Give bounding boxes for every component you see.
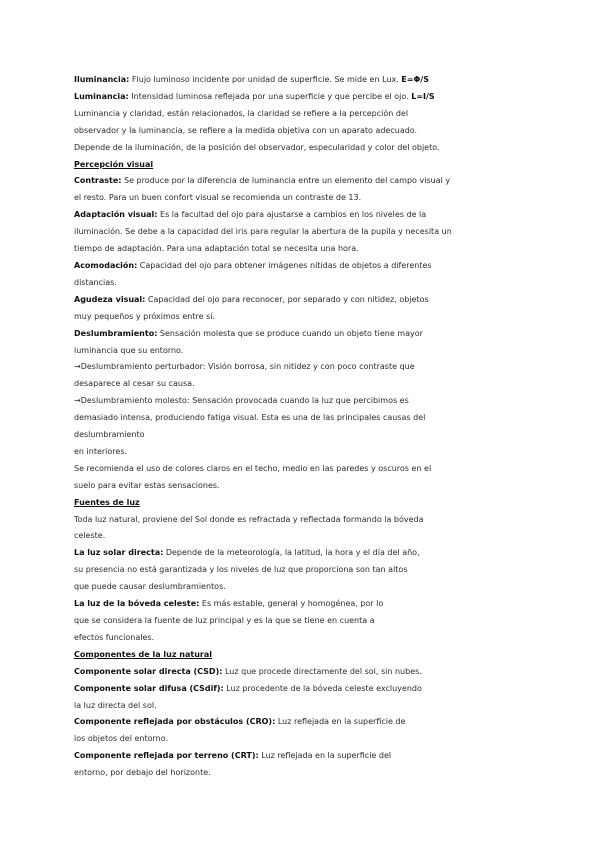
text-line [74,123,534,140]
line-text: tiempo de adaptación. Para una adaptación total se necesita una hora. [74,244,359,254]
line-text: Depende de la meteorología, la latitud, la hora y el día del año, [163,548,420,558]
text-line [74,241,534,258]
text-line [74,528,534,545]
line-text: observador y la luminancia, se refiere a la medida objetiva con un aparato adecuado. [74,125,418,135]
text-line [74,613,534,630]
term-label: L=I/S [411,91,435,101]
term-label: Componente solar difusa (CSdif): [74,683,224,693]
text-line [74,596,534,613]
text-line [74,681,534,698]
term-label: Deslumbramiento: [74,328,158,338]
term-label: Acomodación: [74,260,138,270]
line-text: que puede causar deslumbramientos. [74,582,226,592]
text-line [74,309,534,326]
text-line [74,444,534,461]
term-label: La luz solar directa: [74,548,164,558]
text-line [74,664,534,681]
line-text: el resto. Para un buen confort visual se recomienda un contraste de 13. [74,193,362,203]
text-line [74,140,534,157]
line-text: →Deslumbramiento perturbador: Visión borrosa, sin nitidez y con poco contraste que [74,362,415,372]
section-heading [74,647,534,664]
text-line [74,258,534,275]
term-label: Iluminancia: [74,75,130,84]
line-text: iluminación. Se debe a la capacidad del iris para regular la abertura de la pupila y necesita un [74,227,452,237]
text-line [74,748,534,765]
text-line [74,376,534,393]
term-label: E=Φ/S [401,75,429,84]
heading-text: Fuentes de luz [74,497,140,507]
text-line [74,393,534,410]
text-line [74,427,534,444]
line-text: Capacidad del ojo para reconocer, por separado y con nitidez, objetos [145,294,429,304]
text-line [74,562,534,579]
term-label: Componente reflejada por terreno (CRT): [74,751,259,761]
term-label: Componente reflejada por obstáculos (CRO): [74,717,276,727]
line-text: Luz reflejada en la superficie del [258,751,392,761]
text-line [74,275,534,292]
heading-text: Componentes de la luz natural [74,649,212,659]
line-text: Capacidad del ojo para obtener imágenes nítidas de objetos a diferentes [137,260,432,270]
line-text: Se produce por la diferencia de luminancia entre un elemento del campo visual y [121,176,451,186]
line-text: suelo para evitar estas sensaciones. [74,480,220,490]
text-line [74,106,534,123]
text-line [74,207,534,224]
line-text: celeste. [74,531,106,541]
text-line [74,698,534,715]
line-text: entorno, por debajo del horizonte. [74,768,211,778]
line-text: Luminancia y claridad, están relacionados, la claridad se refiere a la percepción del [74,108,409,118]
term-label: Adaptación visual: [74,210,158,220]
line-text: Luz que procede directamente del sol, sin nubes. [222,666,422,676]
heading-text: Percepción visual [74,159,154,169]
line-text: que se considera la fuente de luz principal y es la que se tiene en cuenta a [74,616,375,625]
line-text: Luz procedente de la bóveda celeste excluyendo [223,683,422,693]
text-line [74,72,534,89]
line-text: demasiado intensa, produciendo fatiga visual. Esta es una de las principales causas del [74,413,426,423]
line-text: desaparece al cesar su causa. [74,379,195,389]
term-label: Componente solar directa (CSD): [74,666,223,676]
line-text: deslumbramiento [74,430,145,440]
text-line [74,579,534,596]
line-text: Luz reflejada en la superficie de [275,717,406,727]
text-line [74,410,534,427]
line-text: Es más estable, general y homogénea, por lo [199,599,384,609]
text-line [74,714,534,731]
section-heading [74,157,534,174]
line-text: su presencia no está garantizada y los niveles de luz que proporciona son tan altos [74,565,408,575]
text-line [74,292,534,309]
text-line [74,461,534,478]
line-text: muy pequeños y próximos entre sí. [74,311,215,321]
text-line [74,343,534,360]
term-label: Contraste: [74,176,122,186]
text-line [74,173,534,190]
text-line [74,359,534,376]
text-line [74,89,534,106]
line-text: Toda luz natural, proviene del Sol donde es refractada y reflectada formando la bóveda [74,514,424,524]
line-text: los objetos del entorno. [74,734,168,744]
text-line [74,478,534,495]
term-label: Luminancia: [74,91,129,101]
line-text: Sensación molesta que se produce cuando un objeto tiene mayor [157,328,423,338]
line-text: distancias. [74,277,117,287]
text-line [74,545,534,562]
section-heading [74,495,534,512]
text-line [74,731,534,748]
term-label: Agudeza visual: [74,294,146,304]
text-line [74,630,534,647]
text-line [74,512,534,529]
line-text: la luz directa del sol. [74,700,157,710]
line-text: luminancia que su entorno. [74,345,184,355]
text-line [74,326,534,343]
line-text: Flujo luminoso incidente por unidad de superficie. Se mide en Lux. [129,75,402,84]
text-line [74,765,534,782]
notes-body [74,72,534,782]
text-line [74,224,534,241]
line-text: efectos funcionales. [74,632,155,642]
line-text: Depende de la iluminación, de la posición del observador, especularidad y color del objeto. [74,142,440,152]
line-text: Intensidad luminosa reflejada por una superficie y que percibe el ojo. [128,91,412,101]
text-line [74,190,534,207]
line-text: →Deslumbramiento molesto: Sensación provocada cuando la luz que percibimos es [74,396,409,406]
line-text: Es la facultad del ojo para ajustarse a cambios en los niveles de la [157,210,427,220]
line-text: Se recomienda el uso de colores claros en el techo, medio en las paredes y oscuros en el [74,463,432,473]
line-text: en interiores. [74,446,128,456]
term-label: La luz de la bóveda celeste: [74,599,200,609]
